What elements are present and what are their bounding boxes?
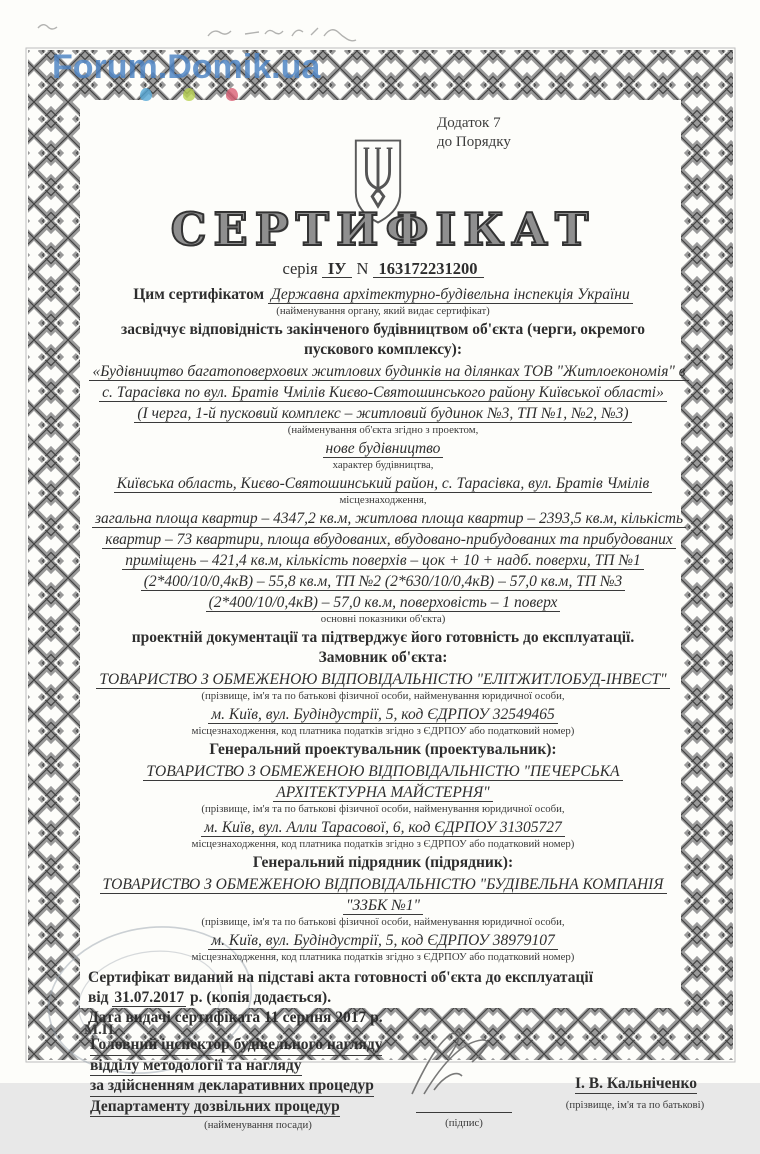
construction-type-line — [88, 440, 678, 458]
designer-address: м. Київ, вул. Алли Тарасової, 6, код ЄДРПОУ 31305727 — [201, 819, 565, 837]
customer-name-line — [88, 671, 678, 689]
certificate-number: 163172231200 — [373, 260, 484, 278]
object-name-text: (І черга, 1-й пусковий комплекс – житловий будинок №3, ТП №1, №2, №3) — [134, 405, 631, 423]
contractor-name-line — [88, 897, 678, 915]
annex-line: Додаток 7 — [437, 115, 501, 131]
location-value: Київська область, Києво-Святошинський район, с. Тарасівка, вул. Братів Чмілів — [114, 475, 653, 493]
series-value: ІУ — [322, 260, 353, 278]
indicators-text: квартир – 73 квартири, площа вбудованих, вбудовано-прибудованих та прибудованих — [102, 531, 676, 549]
basis-suffix: р. (копія додається). — [190, 989, 332, 1006]
contractor-heading: Генеральний підрядник (підрядник): — [252, 854, 514, 871]
designer-name: АРХІТЕКТУРНА МАЙСТЕРНЯ" — [273, 784, 492, 802]
location-caption: місцезнаходження, — [339, 494, 427, 506]
object-name-text: «Будівництво багатоповерхових житлових будинків на ділянках ТОВ "Житлоекономія" в — [89, 363, 688, 381]
certifies-line: засвідчує відповідність закінченого будівництвом об'єкта (черги, окремого — [121, 321, 645, 338]
customer-heading: Замовник об'єкта: — [318, 649, 448, 666]
indicators-text: приміщень – 421,4 кв.м, кількість поверхів – цок + 10 + надб. поверхи, ТП №1 — [122, 552, 643, 570]
issue-date-line: Дата видачі сертифіката 11 серпня 2017 р. — [88, 1009, 383, 1026]
droplet-icon — [183, 88, 195, 101]
watermark-droplets — [140, 88, 238, 101]
droplet-icon — [140, 88, 152, 101]
indicators-line — [88, 573, 678, 591]
signature-caption: (підпис) — [445, 1117, 483, 1129]
signature-block — [88, 1036, 705, 1154]
indicators-text: (2*400/10/0,4кВ) – 57,0 кв.м, поверховість – 1 поверх — [206, 594, 561, 612]
designer-name: ТОВАРИСТВО З ОБМЕЖЕНОЮ ВІДПОВІДАЛЬНІСТЮ "ПЕЧЕРСЬКА — [143, 763, 622, 781]
droplet-icon — [226, 88, 238, 101]
basis-line: Сертифікат виданий на підставі акта готовності об'єкта до експлуатації — [88, 969, 594, 986]
indicators-line — [88, 552, 678, 570]
object-name-line — [88, 405, 678, 423]
number-label: N — [356, 259, 369, 278]
person-caption: (прізвище, ім'я та по батькові фізичної особи, найменування юридичної особи, — [201, 916, 565, 928]
construction-type-caption: характер будівництва, — [332, 459, 434, 471]
designer-name-line — [88, 763, 678, 781]
basis-date-line — [88, 988, 678, 1008]
contractor-name: "ЗЗБК №1" — [343, 897, 423, 915]
designer-address-line — [88, 819, 678, 837]
certificate-content — [88, 203, 705, 1154]
designer-name-line — [88, 784, 678, 802]
construction-type-value: нове будівництво — [323, 440, 444, 458]
indicators-line — [74, 510, 704, 528]
person-caption: (прізвище, ім'я та по батькові фізичної особи, найменування юридичної особи, — [201, 690, 565, 702]
confirmation-line: проектній документації та підтверджує його готовність до експлуатації. — [131, 629, 635, 646]
handwritten-signature — [398, 1024, 508, 1100]
designer-heading: Генеральний проектувальник (проектувальник): — [209, 741, 557, 758]
issuing-authority-caption: (найменування органу, який видає сертифікат) — [276, 305, 490, 317]
position-caption: (найменування посади) — [204, 1119, 312, 1131]
series-number-line — [88, 260, 678, 278]
basis-date: 31.07.2017 — [114, 989, 185, 1006]
object-name-line — [88, 384, 678, 402]
customer-address: м. Київ, вул. Будіндустрії, 5, код ЄДРПОУ 32549465 — [208, 706, 557, 724]
indicators-caption: основні показники об'єкта) — [320, 613, 446, 625]
contractor-name: ТОВАРИСТВО З ОБМЕЖЕНОЮ ВІДПОВІДАЛЬНІСТЮ "БУДІВЕЛЬНА КОМПАНІЯ — [100, 876, 667, 894]
watermark-logo — [52, 48, 320, 87]
person-caption: (прізвище, ім'я та по батькові фізичної особи, найменування юридичної особи, — [201, 803, 565, 815]
contractor-address: м. Київ, вул. Будіндустрії, 5, код ЄДРПОУ 38979107 — [208, 932, 557, 950]
customer-address-line — [88, 706, 678, 724]
position-line: відділу методології та нагляду — [90, 1057, 302, 1077]
position-line: за здійсненням декларативних процедур — [90, 1077, 374, 1097]
contractor-name-line — [88, 876, 678, 894]
series-label: серія — [282, 259, 318, 278]
watermark-text: Forum.Domik.ua — [52, 48, 321, 86]
official-name-caption: (прізвище, ім'я та по батькові) — [565, 1099, 705, 1111]
annex-line: до Порядку — [437, 134, 511, 150]
position-line: Головний інспектор будівельного нагляду — [90, 1036, 382, 1056]
issuing-authority-value: Державна архітектурно-будівельна інспекція України — [268, 286, 633, 304]
annex-note — [437, 114, 511, 152]
position-line: Департаменту дозвільних процедур — [90, 1098, 340, 1118]
indicators-line — [88, 594, 678, 612]
object-name-text: с. Тарасівка по вул. Братів Чмілів Києво-Святошинського району Київської області» — [99, 384, 667, 402]
indicators-line — [74, 531, 704, 549]
indicators-text: загальна площа квартир – 4347,2 кв.м, житлова площа квартир – 2393,5 кв.м, кількість — [92, 510, 686, 528]
address-caption: місцезнаходження, код платника податків згідно з ЄДРПОУ або податковий номер) — [191, 838, 575, 850]
official-name: І. В. Кальніченко — [575, 1075, 697, 1092]
official-name-line — [536, 1074, 736, 1094]
address-caption: місцезнаходження, код платника податків згідно з ЄДРПОУ або податковий номер) — [191, 725, 575, 737]
address-caption: місцезнаходження, код платника податків згідно з ЄДРПОУ або податковий номер) — [191, 951, 575, 963]
indicators-text: (2*400/10/0,4кВ) – 55,8 кв.м, ТП №2 (2*630/10/0,4кВ) – 57,0 кв.м, ТП №3 — [141, 573, 626, 591]
issued-by-label: Цим сертифікатом — [133, 286, 265, 303]
official-position — [90, 1036, 450, 1118]
certifies-line: пускового комплексу): — [303, 341, 462, 358]
contractor-address-line — [88, 932, 678, 950]
handwritten-pencil-note — [30, 14, 410, 50]
object-name-line — [74, 363, 704, 381]
location-line — [88, 475, 678, 493]
seal-place-label: М.П. — [84, 1022, 118, 1038]
object-name-caption: (найменування об'єкта згідно з проектом, — [287, 424, 479, 436]
signature-line — [416, 1098, 512, 1113]
certificate-title: СЕРТИФІКАТ — [170, 203, 596, 256]
issuing-authority-line — [88, 286, 678, 304]
customer-name: ТОВАРИСТВО З ОБМЕЖЕНОЮ ВІДПОВІДАЛЬНІСТЮ "ЕЛІТЖИТЛОБУД-ІНВЕСТ" — [96, 671, 669, 689]
basis-prefix: від — [88, 989, 109, 1006]
